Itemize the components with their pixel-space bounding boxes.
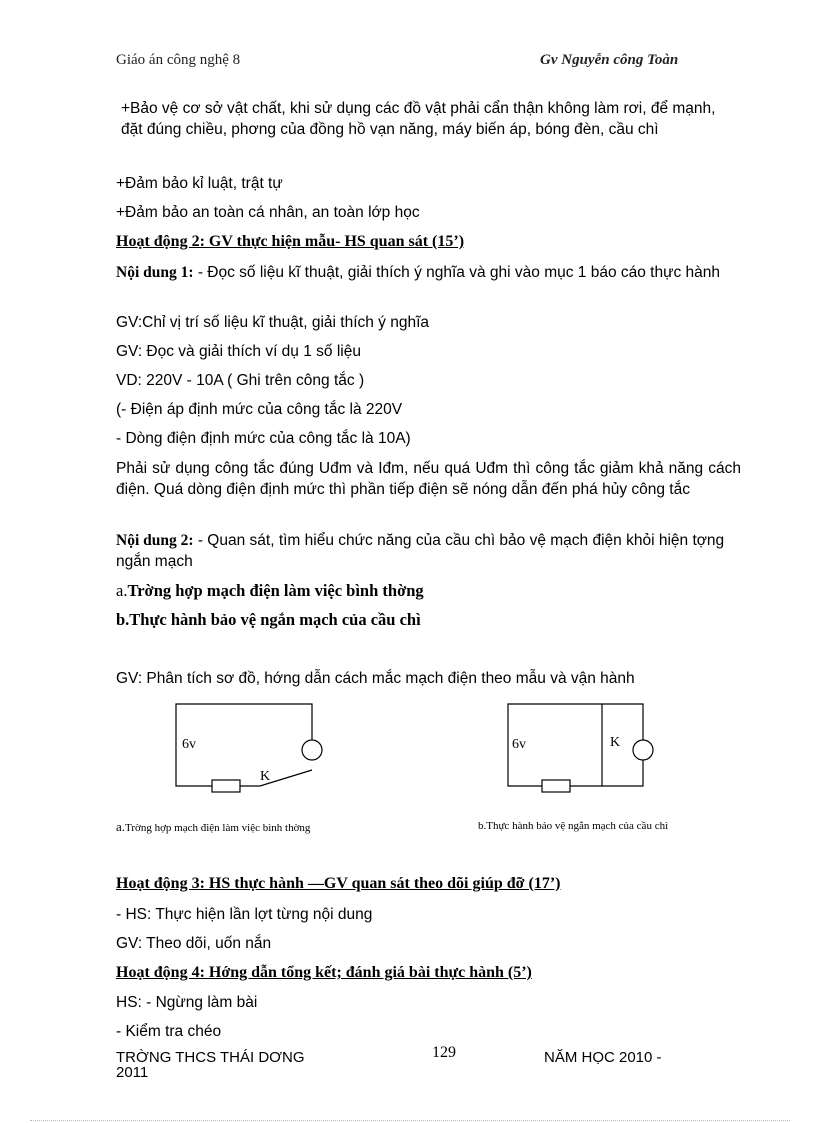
- left-lamp-icon: [302, 740, 322, 760]
- right-lamp-icon: [633, 740, 653, 760]
- page-number: 129: [432, 1044, 456, 1061]
- content2-text: - Quan sát, tìm hiểu chức năng của cầu chì bảo vệ mạch điện khỏi hiện tợng ngắn mạch: [116, 532, 725, 570]
- activity2-line3: VD: 220V - 10A ( Ghi trên công tắc ): [116, 372, 365, 389]
- left-circuit-wire-top: [176, 704, 312, 786]
- right-circuit-wire-bottom: [570, 760, 643, 786]
- case-a-text: Trờng hợp mạch điện làm việc bình thờng: [127, 581, 424, 600]
- activity2-paragraph: Phải sử dụng công tắc đúng Uđm và Iđm, nếu quá Uđm thì công tắc giảm khả năng cách điện. Quá dòng điện định mức thì phần tiếp điện sẽ nóng dẫn đến phá hủy công tắc: [116, 460, 741, 498]
- case-b-title: b.Thực hành bảo vệ ngắn mạch của cầu chì: [116, 610, 421, 629]
- footer-school: TRỜNG THCS THÁI DƠNG: [116, 1049, 305, 1066]
- header-left: Giáo án công nghệ 8: [116, 52, 241, 68]
- left-voltage-label: 6v: [182, 737, 196, 752]
- case-a-title: [116, 580, 746, 601]
- activity2-line2: GV: Đọc và giải thích ví dụ 1 số liệu: [116, 343, 361, 360]
- activity2-line1: GV:Chỉ vị trí số liệu kĩ thuật, giải thích ý nghĩa: [116, 314, 430, 331]
- footer-year: NĂM HỌC 2010 -: [544, 1049, 662, 1066]
- intro-p1: +Bảo vệ cơ sở vật chất, khi sử dụng các đồ vật phải cẩn thận không làm rơi, để mạnh, đặt đúng chiều, phơng của đồng hồ vạn năng, máy biến áp, bóng đèn, cầu chì: [121, 100, 716, 138]
- header-right: Gv Nguyễn công Toàn: [540, 52, 679, 68]
- right-switch-label: K: [610, 735, 621, 750]
- left-switch-label: K: [260, 769, 271, 784]
- activity2-heading: Hoạt động 2: GV thực hiện mẫu- HS quan sát (15’): [116, 233, 465, 250]
- right-voltage-label: 6v: [512, 737, 526, 752]
- activity2-content2: [116, 530, 726, 572]
- diagram-caption-left: [116, 818, 310, 836]
- activity3-line2: GV: Theo dõi, uốn nắn: [116, 935, 272, 952]
- diagram-caption-right: b.Thực hành bảo vệ ngắn mạch của cầu chì: [478, 820, 669, 832]
- circuit-diagram-right: [500, 698, 660, 798]
- left-fuse-icon: [212, 780, 240, 792]
- activity3-line1: - HS: Thực hiện lần lợt từng nội dung: [116, 906, 373, 923]
- circuit-diagram-left: [170, 698, 330, 798]
- content2-label: Nội dung 2:: [116, 532, 194, 549]
- page-bottom-divider: [30, 1120, 790, 1121]
- right-fuse-icon: [542, 780, 570, 792]
- case-a-prefix: a.: [116, 581, 128, 600]
- right-circuit-wire-top: [508, 704, 643, 786]
- activity2-line4: (- Điện áp định mức của công tắc là 220V: [116, 401, 403, 418]
- activity3-heading: Hoạt động 3: HS thực hành —GV quan sát theo dõi giúp đỡ (17’): [116, 875, 561, 892]
- caption-left-text: Trờng hợp mạch điện làm việc bình thờng: [125, 822, 311, 834]
- caption-left-prefix: a.: [116, 819, 126, 834]
- footer-year-part2: 2011: [116, 1064, 149, 1081]
- activity2-content1: [116, 262, 726, 283]
- activity4-heading: Hoạt động 4: Hớng dẫn tổng kết; đánh giá bài thực hành (5’): [116, 964, 532, 981]
- activity4-line2: - Kiểm tra chéo: [116, 1023, 222, 1040]
- intro-p2: +Đảm bảo kỉ luật, trật tự: [116, 175, 283, 192]
- left-switch-icon: [240, 770, 312, 786]
- intro-p3: +Đảm bảo an toàn cá nhân, an toàn lớp học: [116, 204, 420, 221]
- content1-label: Nội dung 1:: [116, 264, 194, 281]
- activity4-line1: HS: - Ngừng làm bài: [116, 994, 258, 1011]
- content1-text: - Đọc số liệu kĩ thuật, giải thích ý nghĩa và ghi vào mục 1 báo cáo thực hành: [193, 264, 721, 281]
- gv-diagram-line: GV: Phân tích sơ đồ, hớng dẫn cách mắc mạch điện theo mẫu và vận hành: [116, 670, 635, 687]
- activity2-line5: - Dòng điện định mức của công tắc là 10A): [116, 430, 411, 447]
